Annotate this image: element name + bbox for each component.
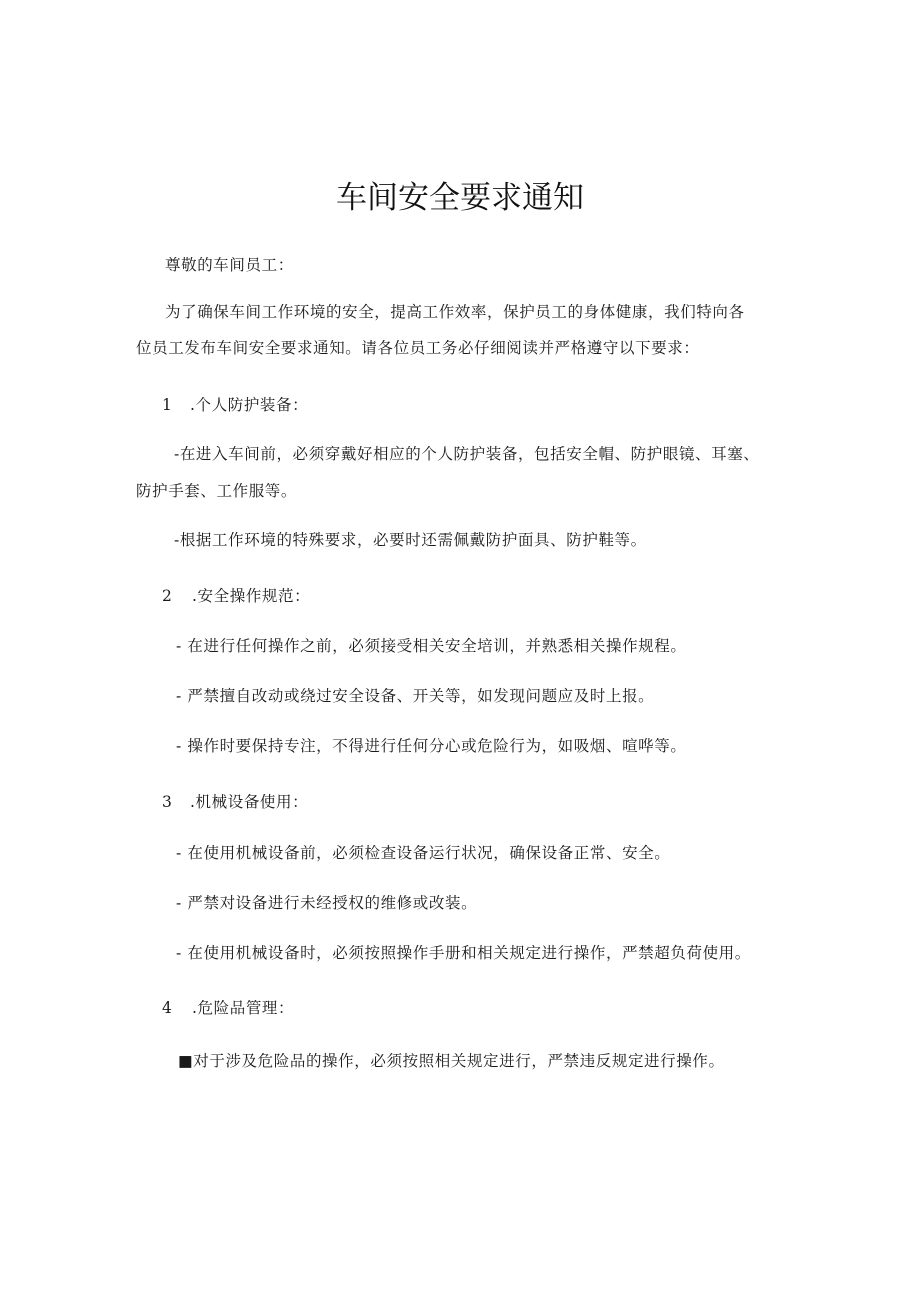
- section-1-heading: [162, 395, 308, 415]
- section-heading-text: .安全操作规范：: [192, 587, 311, 605]
- section-3-item-1: - 在使用机械设备前，必须检查设备运行状况，确保设备正常、安全。: [176, 844, 671, 862]
- section-3-item-3: - 在使用机械设备时，必须按照操作手册和相关规定进行操作，严禁超负荷使用。: [176, 944, 751, 962]
- section-4-item-1: ■对于涉及危险品的操作，必须按照相关规定进行，严禁违反规定进行操作。: [178, 1052, 725, 1070]
- section-4-heading: [162, 998, 294, 1018]
- section-heading-text: .危险品管理：: [192, 999, 295, 1017]
- section-heading-text: .机械设备使用：: [190, 793, 309, 811]
- section-2-heading: [162, 586, 310, 606]
- section-number: 2: [162, 587, 173, 605]
- section-3-heading: [162, 792, 308, 812]
- section-number: 1: [162, 396, 173, 414]
- intro-line-1: 为了确保车间工作环境的安全，提高工作效率，保护员工的身体健康，我们特向各: [165, 303, 745, 321]
- document-title: 车间安全要求通知: [336, 180, 584, 216]
- section-2-item-3: - 操作时要保持专注，不得进行任何分心或危险行为，如吸烟、喧哗等。: [176, 737, 687, 755]
- greeting: 尊敬的车间员工：: [165, 256, 294, 274]
- intro-line-2: 位员工发布车间安全要求通知。请各位员工务必仔细阅读并严格遵守以下要求：: [136, 339, 700, 357]
- section-number: 4: [162, 999, 173, 1017]
- section-1-item-1-line-2: 防护手套、工作服等。: [136, 482, 298, 500]
- section-1-item-1-line-1: -在进入车间前，必须穿戴好相应的个人防护装备，包括安全帽、防护眼镜、耳塞、: [174, 445, 760, 463]
- section-2-item-1: - 在进行任何操作之前，必须接受相关安全培训，并熟悉相关操作规程。: [176, 637, 687, 655]
- section-3-item-2: - 严禁对设备进行未经授权的维修或改装。: [176, 894, 478, 912]
- section-1-item-2: -根据工作环境的特殊要求，必要时还需佩戴防护面具、防护鞋等。: [174, 531, 647, 549]
- section-number: 3: [162, 793, 173, 811]
- section-2-item-2: - 严禁擅自改动或绕过安全设备、开关等，如发现问题应及时上报。: [176, 687, 655, 705]
- section-heading-text: .个人防护装备：: [190, 396, 309, 414]
